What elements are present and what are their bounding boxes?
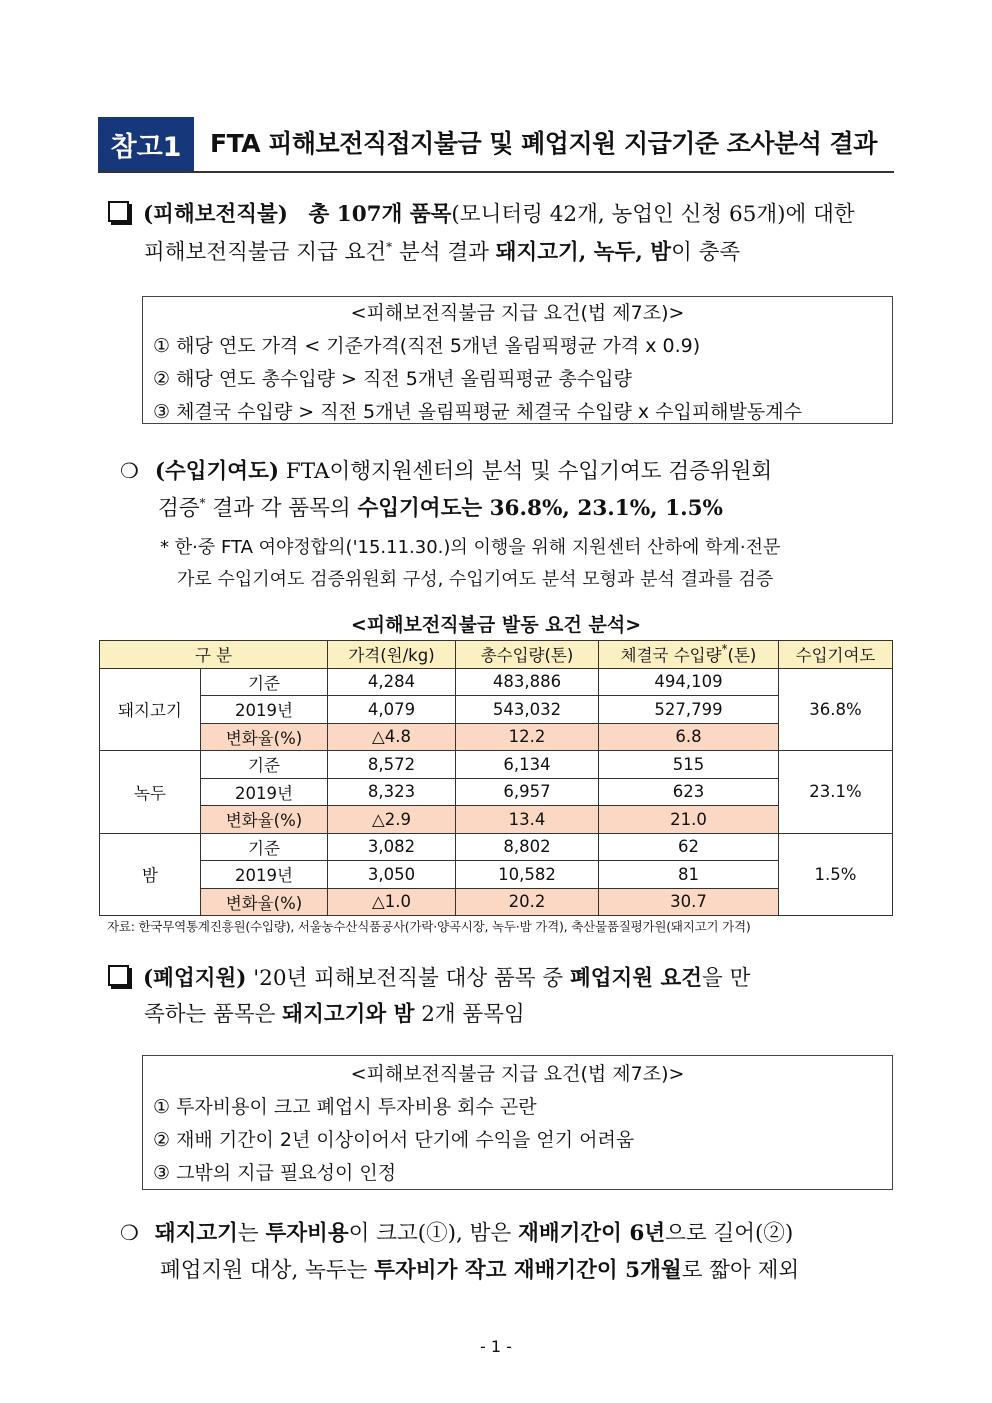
section1-count: 총 107개 품목 [308,202,452,227]
table-row [100,861,893,889]
section2-text: 2개 품목임 [414,1002,525,1027]
total-import-cell: 10,582 [456,861,599,889]
item-name-cell: 돼지고기 [100,668,201,751]
section1-text: 분석 결과 [392,240,496,265]
table-row [100,806,893,834]
header-contribution: 수입기여도 [779,641,893,669]
sub1-text: 검증 [158,496,200,521]
price-cell: △2.9 [328,806,456,834]
fta-import-cell: 21.0 [599,806,779,834]
price-cell: △1.0 [328,888,456,916]
row-label-cell: 2019년 [201,696,328,724]
footnote-mark: * [386,240,393,254]
total-import-cell: 12.2 [456,723,599,751]
price-cell: 4,284 [328,668,456,696]
table-title: <피해보전직불금 발동 요건 분석> [350,614,642,636]
fta-import-cell: 62 [599,833,779,861]
sub2-line1 [120,1214,793,1253]
header-category: 구 분 [100,641,328,669]
section2-line2 [144,996,525,1034]
analysis-table [99,640,893,916]
page-number: - 1 - [480,1337,512,1356]
row-label-cell: 기준 [201,751,328,779]
section2-emph: 폐업지원 요건 [569,966,703,991]
header-fta-label: 체결국 수입량 [620,646,722,666]
item-name-cell: 밤 [100,833,201,916]
footnote-mark: * [199,496,206,510]
price-cell: 3,082 [328,833,456,861]
sub1-heading: (수입기여도) [154,459,280,484]
sub2-text: 로 짧아 제외 [681,1258,800,1283]
title-divider [98,171,894,173]
requirement-item: ③ 체결국 수입량 > 직전 5개년 올림픽평균 체결국 수입량 x 수입피해발동계수 [153,401,802,423]
section2-text: '20년 피해보전직불 대상 품목 중 [246,966,570,991]
section1-line2 [144,234,740,272]
fta-import-cell: 623 [599,778,779,806]
header-fta-import [599,641,779,669]
requirement-item: ③ 그밖의 지급 필요성이 인정 [153,1162,397,1184]
table-header-row [100,641,893,669]
requirement-item: ② 재배 기간이 2년 이상이어서 단기에 수익을 얻기 어려움 [153,1129,635,1151]
sub2-emph: 재배기간이 6년 [518,1221,666,1246]
page-title: FTA 피해보전직접지불금 및 폐업지원 지급기준 조사분석 결과 [210,129,877,158]
source-note: 자료: 한국무역통계진흥원(수입량), 서울농수산식품공사(가락·양곡시장, 녹두·밤 가격), 축산물품질평가원(돼지고기 가격) [107,919,751,934]
sub2-text: 폐업지원 대상, 녹두는 [160,1258,375,1283]
fta-import-cell: 6.8 [599,723,779,751]
price-cell: 8,323 [328,778,456,806]
circle-bullet-icon: ❍ [120,1221,139,1245]
reference-badge: 참고1 [98,117,194,171]
requirement-item: ② 해당 연도 총수입량 > 직전 5개년 올림픽평균 총수입량 [153,368,632,390]
sub2-text: 이 크고(①), 밤은 [348,1221,519,1246]
section1-detail: (모니터링 42개, 농업인 신청 65개)에 대한 [451,202,855,227]
contribution-cell: 23.1% [779,751,893,834]
section2-line1 [108,960,750,998]
table-row [100,751,893,779]
checkbox-square-icon [108,201,129,222]
sub2-emph: 투자비가 작고 재배기간이 5개월 [374,1258,682,1283]
row-label-cell: 변화율(%) [201,806,328,834]
price-cell: 3,050 [328,861,456,889]
fta-import-cell: 81 [599,861,779,889]
row-label-cell: 변화율(%) [201,723,328,751]
sub2-emph: 투자비용 [265,1221,349,1246]
row-label-cell: 기준 [201,668,328,696]
total-import-cell: 6,957 [456,778,599,806]
fta-import-cell: 527,799 [599,696,779,724]
sub1-text: 결과 각 품목의 [205,496,358,521]
table-row [100,888,893,916]
fta-import-cell: 494,109 [599,668,779,696]
fta-import-cell: 515 [599,751,779,779]
table-row [100,723,893,751]
sub1-result: 수입기여도는 36.8%, 23.1%, 1.5% [357,496,723,521]
price-cell: 4,079 [328,696,456,724]
total-import-cell: 543,032 [456,696,599,724]
requirement-item: ① 해당 연도 가격 < 기준가격(직전 5개년 올림픽평균 가격 x 0.9) [153,335,701,357]
total-import-cell: 6,134 [456,751,599,779]
contribution-cell: 1.5% [779,833,893,916]
section1-line1 [108,196,855,234]
footnote-line1: * 한·중 FTA 여야정합의('15.11.30.)의 이행을 위해 지원센터 산하에 학계·전문 [160,537,781,558]
row-label-cell: 변화율(%) [201,888,328,916]
sub2-line2 [160,1252,799,1290]
row-label-cell: 2019년 [201,861,328,889]
checkbox-square-icon [108,965,129,986]
contribution-cell: 36.8% [779,668,893,751]
row-label-cell: 기준 [201,833,328,861]
table-row [100,778,893,806]
requirements-box-1 [142,296,893,424]
box-title: <피해보전직불금 지급 요건(법 제7조)> [350,1063,685,1085]
sub1-line2 [158,490,723,528]
sub2-text: 으로 길어(②) [665,1221,794,1246]
requirements-box-2 [142,1055,893,1190]
header-fta-unit: (톤) [727,646,757,666]
total-import-cell: 13.4 [456,806,599,834]
circle-bullet-icon: ❍ [120,459,139,483]
sub2-text: 는 [237,1221,266,1246]
footnote-line2: 가로 수입기여도 검증위원회 구성, 수입기여도 분석 모형과 분석 결과를 검증 [177,569,774,590]
requirement-item: ① 투자비용이 크고 폐업시 투자비용 회수 곤란 [153,1096,537,1118]
table-row [100,833,893,861]
section2-text: 족하는 품목은 [144,1002,283,1027]
sub2-emph: 돼지고기 [154,1221,238,1246]
section1-items: 돼지고기, 녹두, 밤 [495,240,672,265]
table-row [100,696,893,724]
section2-items: 돼지고기와 밤 [282,1002,415,1027]
section2-heading: (폐업지원) [143,966,247,991]
fta-import-cell: 30.7 [599,888,779,916]
section1-text: 피해보전직불금 지급 요건 [144,240,387,265]
sub1-line1 [120,452,772,491]
total-import-cell: 20.2 [456,888,599,916]
total-import-cell: 483,886 [456,668,599,696]
box-title: <피해보전직불금 지급 요건(법 제7조)> [350,302,685,324]
section1-text: 이 충족 [671,240,741,265]
section1-heading: (피해보전직불) [143,202,288,227]
header-price: 가격(원/kg) [328,641,456,669]
price-cell: △4.8 [328,723,456,751]
table-row [100,668,893,696]
item-name-cell: 녹두 [100,751,201,834]
price-cell: 8,572 [328,751,456,779]
row-label-cell: 2019년 [201,778,328,806]
footnote-mark: * [721,642,728,657]
section2-text: 을 만 [702,966,751,991]
header-total-import: 총수입량(톤) [456,641,599,669]
sub1-text: FTA이행지원센터의 분석 및 수입기여도 검증위원회 [279,459,773,484]
total-import-cell: 8,802 [456,833,599,861]
